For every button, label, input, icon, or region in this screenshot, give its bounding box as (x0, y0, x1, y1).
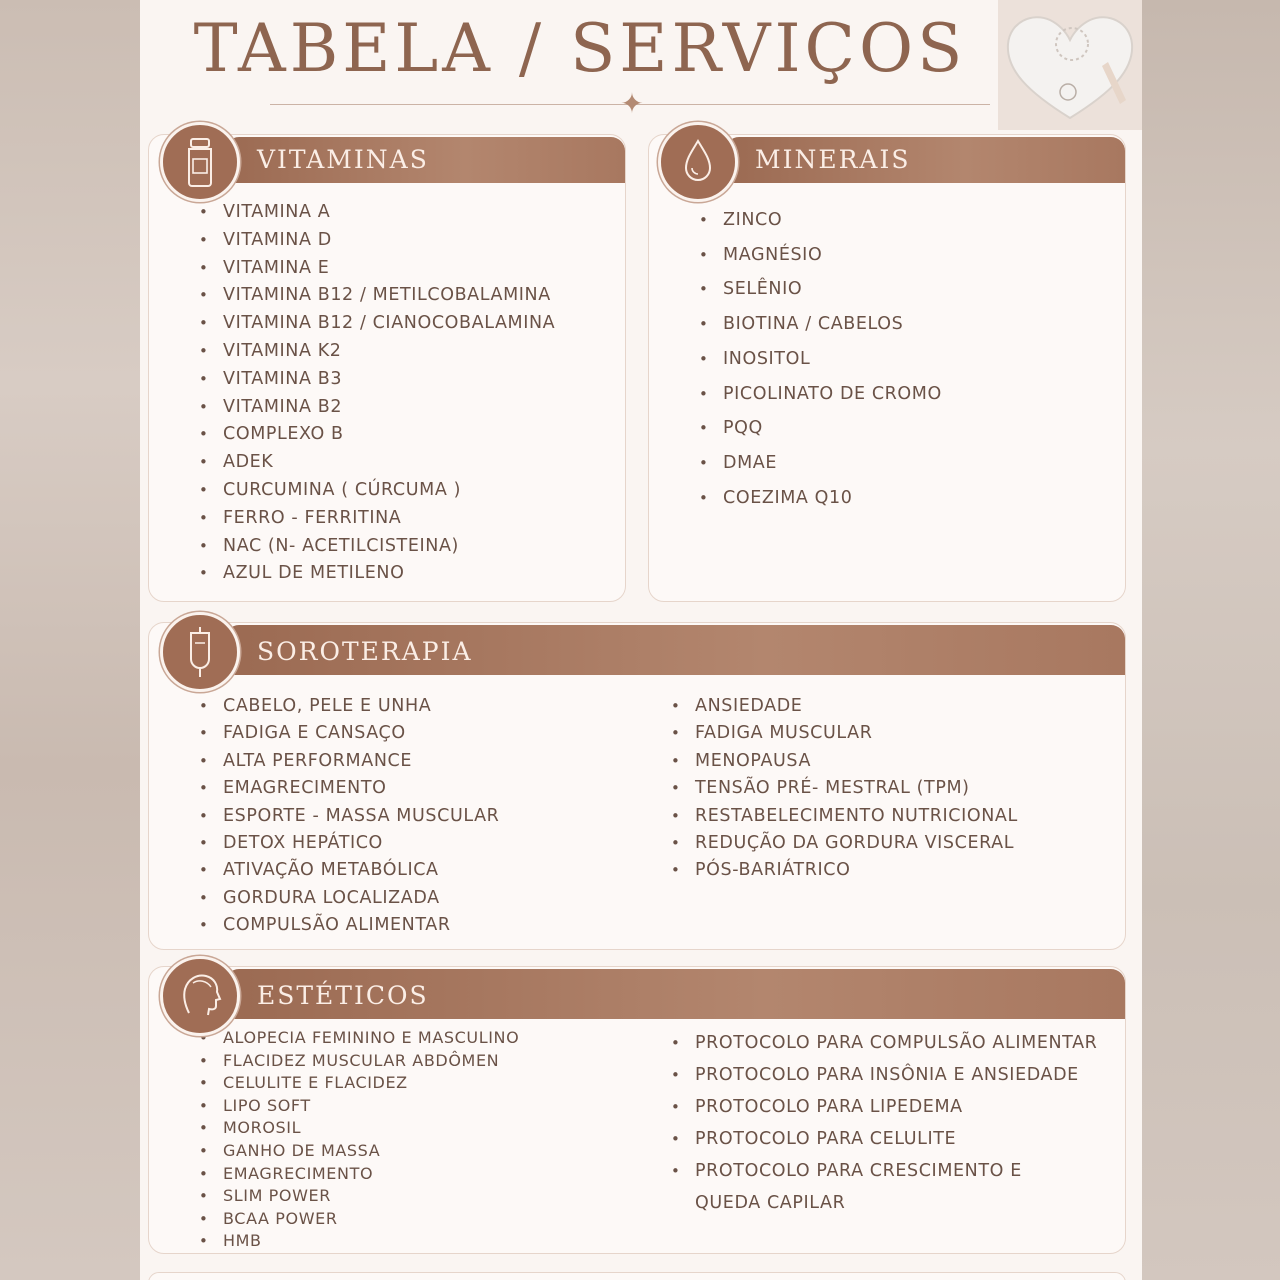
list-item: • VITAMINA A (199, 199, 555, 227)
esteticos-list-left (199, 1027, 519, 1253)
list-item: • COEZIMA Q10 (699, 481, 942, 516)
list-item: • EMAGRECIMENTO (199, 775, 499, 802)
list-item: • LIPO SOFT (199, 1095, 519, 1118)
drop-icon (658, 122, 738, 202)
iv-bag-icon (160, 612, 240, 692)
list-item: • FADIGA MUSCULAR (671, 720, 1018, 747)
page-title: TABELA / SERVIÇOS (193, 10, 967, 87)
list-item: • MENOPAUSA (671, 748, 1018, 775)
list-item: • FADIGA E CANSAÇO (199, 720, 499, 747)
list-item: • ANSIEDADE (671, 693, 1018, 720)
list-item: • CABELO, PELE E UNHA (199, 693, 499, 720)
list-item: • PICOLINATO DE CROMO (699, 377, 942, 412)
esteticos-list-right (671, 1027, 1097, 1219)
list-item: • ALOPECIA FEMININO E MASCULINO (199, 1027, 519, 1050)
list-item: • BCAA POWER (199, 1208, 519, 1231)
section-vitaminas (148, 134, 626, 602)
section-header-band (225, 137, 625, 183)
section-header-band (725, 137, 1125, 183)
list-item: • ADEK (199, 449, 555, 477)
list-item: • ALTA PERFORMANCE (199, 748, 499, 775)
list-item: • VITAMINA D (199, 227, 555, 255)
list-item: • ESPORTE - MASSA MUSCULAR (199, 803, 499, 830)
list-item: • TENSÃO PRÉ- MESTRAL (TPM) (671, 775, 1018, 802)
list-item: • SELÊNIO (699, 272, 942, 307)
list-item: • VITAMINA B12 / CIANOCOBALAMINA (199, 310, 555, 338)
list-item: • DETOX HEPÁTICO (199, 830, 499, 857)
services-table-page (140, 0, 1142, 1280)
blurred-background-right (1140, 0, 1280, 1280)
list-item: • PROTOCOLO PARA COMPULSÃO ALIMENTAR (671, 1027, 1097, 1059)
list-item: • VITAMINA B12 / METILCOBALAMINA (199, 282, 555, 310)
list-item: • MAGNÉSIO (699, 238, 942, 273)
face-profile-icon (160, 956, 240, 1036)
soroterapia-list-right (671, 693, 1018, 885)
bottle-icon (160, 122, 240, 202)
list-item: • VITAMINA K2 (199, 338, 555, 366)
list-item: • CELULITE E FLACIDEZ (199, 1072, 519, 1095)
section-title: ESTÉTICOS (257, 981, 429, 1010)
list-item: • MOROSIL (199, 1117, 519, 1140)
list-item: • FLACIDEZ MUSCULAR ABDÔMEN (199, 1050, 519, 1073)
sparkle-icon: ✦ (620, 87, 644, 120)
list-item: • VITAMINA B3 (199, 366, 555, 394)
list-item: • GORDURA LOCALIZADA (199, 885, 499, 912)
soroterapia-list-left (199, 693, 499, 940)
list-item: • PQQ (699, 411, 942, 446)
list-item: • REDUÇÃO DA GORDURA VISCERAL (671, 830, 1018, 857)
list-item: • PROTOCOLO PARA INSÔNIA E ANSIEDADE (671, 1059, 1097, 1091)
section-title: VITAMINAS (257, 145, 429, 174)
list-item: • BIOTINA / CABELOS (699, 307, 942, 342)
section-soroterapia (148, 622, 1126, 950)
list-item: • RESTABELECIMENTO NUTRICIONAL (671, 803, 1018, 830)
list-item: • PROTOCOLO PARA LIPEDEMA (671, 1091, 1097, 1123)
list-item: • HMB (199, 1230, 519, 1253)
list-item: • ZINCO (699, 203, 942, 238)
list-item: • DMAE (699, 446, 942, 481)
list-item: • EMAGRECIMENTO (199, 1163, 519, 1186)
section-esteticos (148, 966, 1126, 1254)
list-item: • PROTOCOLO PARA CRESCIMENTO E (671, 1155, 1097, 1187)
list-item: • VITAMINA B2 (199, 394, 555, 422)
section-header-band (225, 969, 1125, 1019)
list-item: • NAC (N- ACETILCISTEINA) (199, 533, 555, 561)
list-item: • CURCUMINA ( CÚRCUMA ) (199, 477, 555, 505)
list-item: • COMPLEXO B (199, 421, 555, 449)
section-header-band (225, 625, 1125, 675)
list-item: • SLIM POWER (199, 1185, 519, 1208)
section-minerais (648, 134, 1126, 602)
list-item: • INOSITOL (699, 342, 942, 377)
list-item: • VITAMINA E (199, 255, 555, 283)
list-item: • FERRO - FERRITINA (199, 505, 555, 533)
list-item: • ATIVAÇÃO METABÓLICA (199, 857, 499, 884)
list-item: • PROTOCOLO PARA CELULITE (671, 1123, 1097, 1155)
list-item: • COMPULSÃO ALIMENTAR (199, 912, 499, 939)
list-item: • PÓS-BARIÁTRICO (671, 857, 1018, 884)
blurred-background-left (0, 0, 140, 1280)
next-section-edge (148, 1272, 1126, 1280)
vitaminas-list (199, 199, 555, 588)
minerais-list (699, 203, 942, 515)
list-item: • AZUL DE METILENO (199, 560, 555, 588)
section-title: MINERAIS (755, 145, 911, 174)
list-item-continuation: QUEDA CAPILAR (695, 1193, 846, 1213)
section-title: SOROTERAPIA (257, 637, 473, 666)
heart-ornament-icon (998, 0, 1142, 130)
list-item: • GANHO DE MASSA (199, 1140, 519, 1163)
